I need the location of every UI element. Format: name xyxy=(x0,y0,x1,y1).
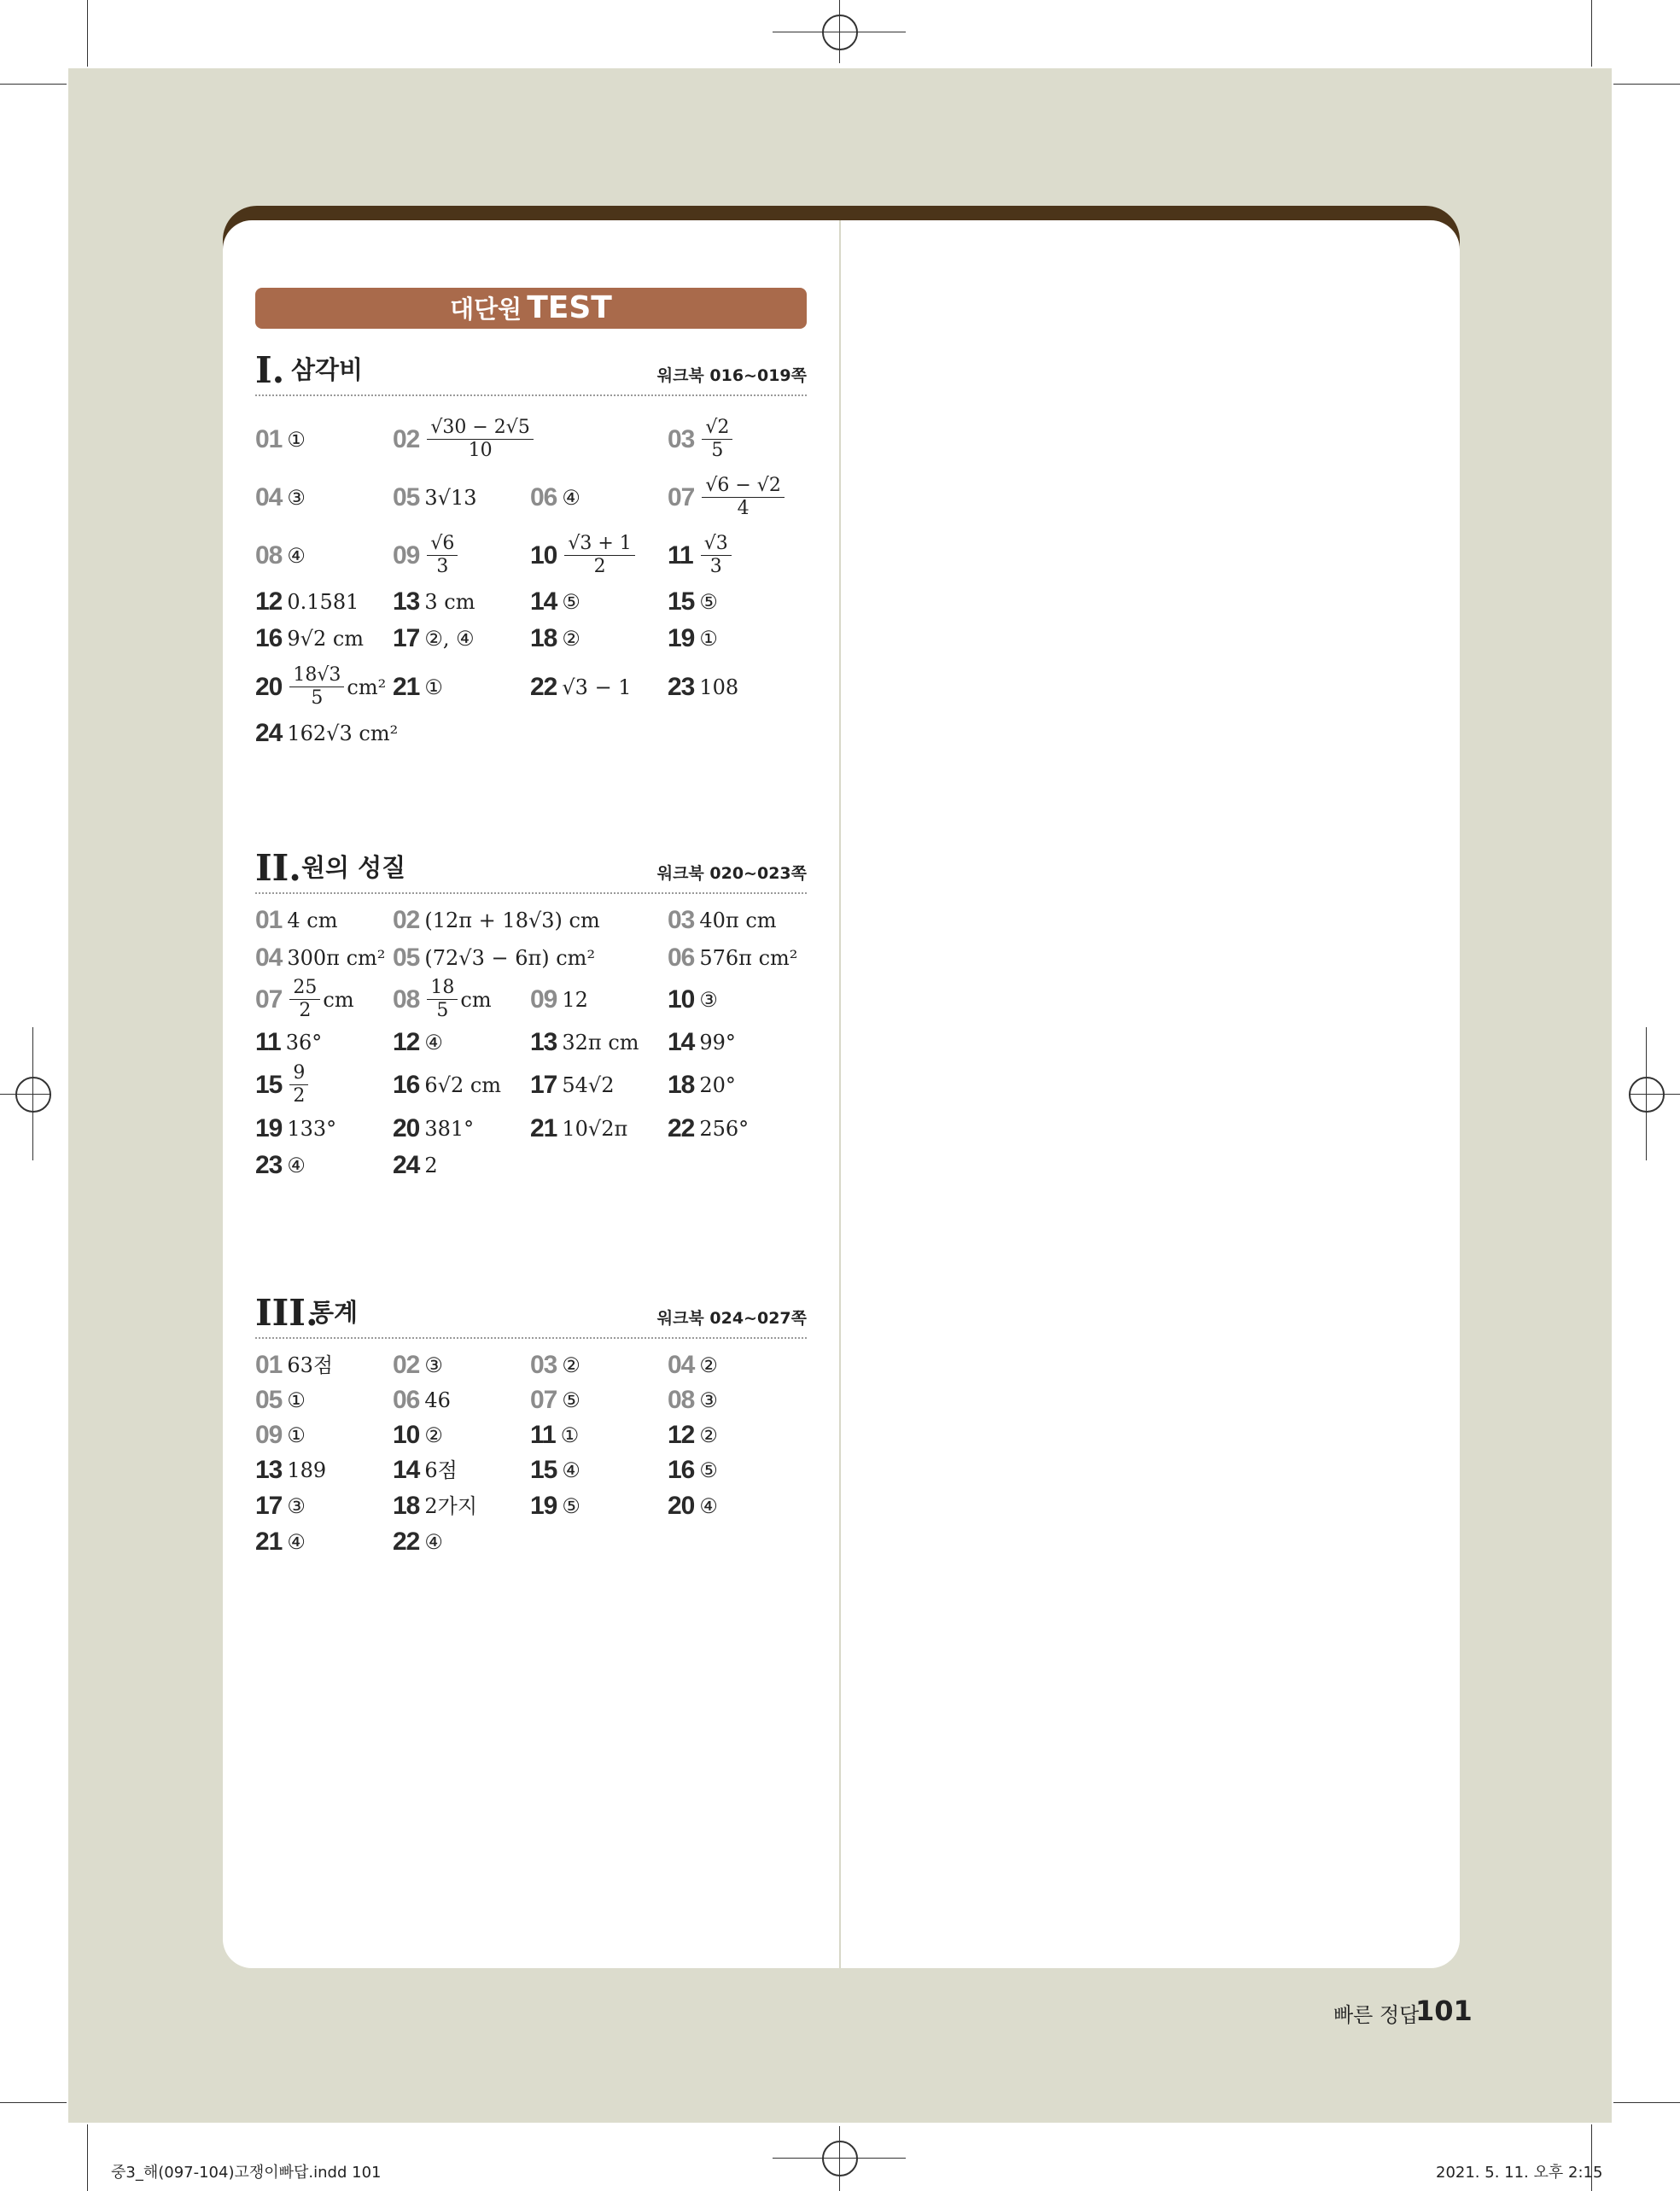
answer-item xyxy=(393,1353,443,1378)
question-number: 05 xyxy=(255,1386,283,1414)
question-number: 12 xyxy=(393,1028,420,1056)
answer-item xyxy=(668,987,718,1013)
answer-item xyxy=(255,1458,326,1483)
question-number: 13 xyxy=(530,1028,557,1056)
crop-mark xyxy=(1613,84,1680,85)
answer-value: ④ xyxy=(287,1154,306,1177)
question-number: 07 xyxy=(668,482,695,511)
answer-item xyxy=(668,1353,718,1378)
question-number: 10 xyxy=(530,540,557,570)
fraction-denominator: 3 xyxy=(709,556,722,577)
section-roman: I. xyxy=(255,349,285,391)
crop-mark xyxy=(87,2124,88,2191)
question-number: 15 xyxy=(668,587,695,616)
fraction-denominator: 5 xyxy=(436,1000,449,1021)
answer-value: (72√3 − 6π) cm² xyxy=(424,946,596,970)
fraction-denominator: 2 xyxy=(593,556,606,577)
question-number: 22 xyxy=(530,673,557,701)
answer-item xyxy=(668,945,797,971)
answer-value: 576π cm² xyxy=(699,946,798,970)
answer-item xyxy=(393,417,536,462)
crop-mark xyxy=(87,0,88,67)
answer-value: 4 cm xyxy=(287,909,338,932)
section-title: 통계 xyxy=(310,1298,359,1327)
answer-unit: cm xyxy=(323,987,354,1012)
registration-mark xyxy=(822,2141,858,2176)
answer-item xyxy=(255,945,385,971)
section-title: 삼각비 xyxy=(291,355,364,384)
answer-item xyxy=(393,1153,438,1178)
question-number: 16 xyxy=(393,1071,420,1099)
fraction-numerator: √6 − √2 xyxy=(702,475,784,498)
question-number: 18 xyxy=(530,624,557,652)
answer-item xyxy=(530,589,580,615)
slug-date: 2021. 5. 11. 오후 2:15 xyxy=(1436,2164,1603,2182)
answer-item xyxy=(668,1493,718,1519)
answer-item xyxy=(393,675,443,700)
answer-item xyxy=(393,977,492,1022)
answer-value: ④ xyxy=(562,1458,580,1482)
answer-item xyxy=(255,1030,322,1055)
question-number: 18 xyxy=(393,1492,420,1520)
question-number: 24 xyxy=(393,1151,420,1179)
answer-item xyxy=(393,945,595,971)
section-title: 원의 성질 xyxy=(301,853,406,882)
fraction-denominator: 5 xyxy=(311,687,324,709)
footer-label: 빠른 정답 xyxy=(1333,2003,1420,2027)
question-number: 10 xyxy=(668,985,695,1014)
question-number: 06 xyxy=(668,944,695,972)
banner-title: TEST xyxy=(527,290,612,325)
answer-item xyxy=(668,1458,718,1483)
answer-value: ① xyxy=(560,1423,580,1447)
question-number: 09 xyxy=(393,540,420,570)
answer-value: ⑤ xyxy=(699,590,718,614)
section-header xyxy=(255,350,807,396)
answer-value: 108 xyxy=(699,675,739,699)
question-number: 14 xyxy=(530,587,557,616)
answer-item xyxy=(530,1353,580,1378)
answer-item xyxy=(255,427,306,453)
answer-item xyxy=(255,664,386,710)
answer-item xyxy=(393,589,475,615)
answer-value: 20° xyxy=(699,1073,736,1097)
registration-mark xyxy=(822,15,858,50)
question-number: 19 xyxy=(668,624,695,652)
column-divider xyxy=(839,220,841,1968)
answer-item xyxy=(393,1116,474,1142)
answer-item xyxy=(255,1153,306,1178)
question-number: 23 xyxy=(668,673,695,701)
answer-item xyxy=(530,1030,639,1055)
question-number: 20 xyxy=(668,1492,695,1520)
question-number: 03 xyxy=(530,1351,557,1379)
answer-value: 54√2 xyxy=(562,1073,615,1097)
workbook-pages: 워크북 024~027쪽 xyxy=(656,1309,807,1328)
question-number: 21 xyxy=(393,673,420,701)
answer-value: 10√2π xyxy=(562,1117,628,1141)
answer-value: ⑤ xyxy=(562,1494,580,1518)
answer-item xyxy=(393,908,600,933)
answer-value: 2가지 xyxy=(424,1494,478,1518)
fraction-denominator: 5 xyxy=(711,440,724,461)
answer-value: 381° xyxy=(424,1117,475,1141)
answer-item xyxy=(255,1062,311,1107)
answer-value: 99° xyxy=(699,1031,736,1055)
answer-value: 2 xyxy=(424,1154,438,1177)
answer-value: 162√3 cm² xyxy=(287,722,399,745)
question-number: 06 xyxy=(530,483,557,511)
answer-item xyxy=(530,485,580,511)
answer-unit: cm² xyxy=(347,675,387,699)
fraction-numerator: 18 xyxy=(427,977,458,1000)
question-number: 02 xyxy=(393,1351,420,1379)
answer-value: (12π + 18√3) cm xyxy=(424,909,600,932)
answer-value: ⑤ xyxy=(699,1458,718,1482)
answer-item xyxy=(255,626,364,651)
answer-item xyxy=(255,1388,306,1413)
fraction-numerator: √2 xyxy=(702,417,732,440)
answer-value: ④ xyxy=(562,486,580,510)
answer-item xyxy=(668,1423,718,1448)
answer-value: 6√2 cm xyxy=(424,1073,502,1097)
answer-value: ⑤ xyxy=(562,590,580,614)
answer-item xyxy=(668,908,777,933)
answer-item xyxy=(668,1388,718,1413)
question-number: 17 xyxy=(530,1071,557,1099)
question-number: 07 xyxy=(255,984,283,1014)
question-number: 08 xyxy=(393,984,420,1014)
question-number: 15 xyxy=(530,1456,557,1484)
answer-value: 3√13 xyxy=(424,486,477,510)
answer-value: 300π cm² xyxy=(287,946,386,970)
answer-value: ④ xyxy=(424,1031,443,1055)
question-number: 13 xyxy=(255,1456,283,1484)
section-roman: III. xyxy=(255,1292,318,1334)
answer-value: ④ xyxy=(699,1494,718,1518)
registration-mark xyxy=(1629,1077,1665,1113)
question-number: 05 xyxy=(393,944,420,972)
question-number: 14 xyxy=(393,1456,420,1484)
answer-value: 6점 xyxy=(424,1458,458,1482)
question-number: 10 xyxy=(393,1421,420,1449)
answer-value: 133° xyxy=(287,1117,337,1141)
answer-value: ① xyxy=(424,675,443,699)
answer-item xyxy=(668,1116,749,1142)
answer-item xyxy=(530,1116,627,1142)
section-header xyxy=(255,1293,807,1339)
question-number: 13 xyxy=(393,587,420,616)
question-number: 09 xyxy=(530,985,557,1014)
answer-item xyxy=(393,1529,443,1555)
answer-item xyxy=(393,1388,451,1413)
question-number: 02 xyxy=(393,424,420,453)
fraction-denominator: 10 xyxy=(468,440,493,461)
question-number: 01 xyxy=(255,906,283,934)
answer-item xyxy=(668,1072,736,1098)
answer-value: ① xyxy=(699,627,718,651)
answer-value: √3 − 1 xyxy=(562,675,632,699)
question-number: 16 xyxy=(255,624,283,652)
question-number: 19 xyxy=(530,1492,557,1520)
crop-mark xyxy=(0,2102,67,2103)
answer-item xyxy=(530,533,638,578)
question-number: 15 xyxy=(255,1070,283,1099)
question-number: 05 xyxy=(393,483,420,511)
answer-value: ④ xyxy=(287,1530,306,1554)
answer-value: ④ xyxy=(424,1530,443,1554)
registration-mark xyxy=(15,1077,51,1113)
answer-value: 32π cm xyxy=(562,1031,639,1055)
answer-item xyxy=(530,987,588,1013)
question-number: 08 xyxy=(668,1386,695,1414)
answer-item xyxy=(393,1423,443,1448)
question-number: 18 xyxy=(668,1071,695,1099)
answer-item xyxy=(668,417,735,462)
question-number: 12 xyxy=(668,1421,695,1449)
answer-item xyxy=(393,1458,458,1483)
answer-value: ②, ④ xyxy=(424,627,475,651)
fraction-numerator: √3 xyxy=(701,533,732,556)
section-roman: II. xyxy=(255,847,301,889)
answer-item xyxy=(668,626,718,651)
answer-value: ③ xyxy=(699,988,718,1012)
fraction-numerator: √30 − 2√5 xyxy=(427,417,533,440)
question-number: 21 xyxy=(530,1114,557,1142)
answer-value: 63점 xyxy=(287,1353,334,1377)
answer-item xyxy=(393,1493,477,1519)
answer-value: ② xyxy=(562,627,580,651)
answer-value: ① xyxy=(287,1423,306,1447)
fraction-numerator: √6 xyxy=(427,533,458,556)
question-number: 04 xyxy=(668,1351,695,1379)
answer-value: ③ xyxy=(287,486,306,510)
answer-value: ① xyxy=(287,1388,306,1412)
answer-item xyxy=(255,589,359,615)
answer-item xyxy=(255,721,398,746)
question-number: 23 xyxy=(255,1151,283,1179)
answer-value: ⑤ xyxy=(562,1388,580,1412)
fraction-denominator: 3 xyxy=(436,556,449,577)
question-number: 20 xyxy=(393,1114,420,1142)
banner-prefix: 대단원 xyxy=(450,295,522,324)
answer-value: 189 xyxy=(287,1458,327,1482)
answer-item xyxy=(255,908,337,933)
question-number: 02 xyxy=(393,906,420,934)
answer-item xyxy=(530,1458,580,1483)
answer-item xyxy=(255,977,354,1022)
question-number: 16 xyxy=(668,1456,695,1484)
workbook-pages: 워크북 020~023쪽 xyxy=(656,864,807,883)
question-number: 07 xyxy=(530,1386,557,1414)
test-banner xyxy=(255,288,807,329)
answer-item xyxy=(255,1493,306,1519)
question-number: 11 xyxy=(668,540,693,570)
answer-value: 256° xyxy=(699,1117,750,1141)
question-number: 17 xyxy=(255,1492,283,1520)
answer-item xyxy=(393,626,475,651)
answer-item xyxy=(393,485,476,511)
answer-item xyxy=(255,543,306,569)
fraction-denominator: 4 xyxy=(737,498,750,519)
slug-filename: 중3_해(097-104)고쟁이빠답.indd 101 xyxy=(111,2164,382,2182)
question-number: 03 xyxy=(668,906,695,934)
question-number: 21 xyxy=(255,1528,283,1556)
answer-item xyxy=(668,675,738,700)
answer-item xyxy=(393,1072,501,1098)
answer-item xyxy=(255,1529,306,1555)
answer-item xyxy=(668,533,734,578)
answer-item xyxy=(668,589,718,615)
answer-value: 36° xyxy=(285,1031,323,1055)
answer-item xyxy=(393,533,460,578)
answer-item xyxy=(255,1116,336,1142)
fraction-numerator: 9 xyxy=(289,1062,308,1085)
question-number: 04 xyxy=(255,483,283,511)
fraction-numerator: √3 + 1 xyxy=(564,533,634,556)
answer-value: ③ xyxy=(424,1353,443,1377)
answer-value: 3 cm xyxy=(424,590,475,614)
answer-item xyxy=(668,1030,736,1055)
workbook-pages: 워크북 016~019쪽 xyxy=(656,366,807,385)
question-number: 04 xyxy=(255,944,283,972)
question-number: 08 xyxy=(255,541,283,570)
answer-value: 12 xyxy=(562,988,588,1012)
answer-unit: cm xyxy=(460,987,492,1012)
fraction-numerator: 18√3 xyxy=(289,664,344,687)
answer-item xyxy=(530,1072,614,1098)
answer-item xyxy=(255,485,306,511)
answer-item xyxy=(530,1493,580,1519)
answer-item xyxy=(530,1388,580,1413)
crop-mark xyxy=(0,84,67,85)
question-number: 20 xyxy=(255,672,283,701)
answer-item xyxy=(530,626,580,651)
answer-item xyxy=(668,475,787,520)
question-number: 17 xyxy=(393,624,420,652)
answer-item xyxy=(255,1353,333,1378)
answer-value: ② xyxy=(699,1423,718,1447)
question-number: 11 xyxy=(530,1421,556,1449)
section-header xyxy=(255,848,807,894)
answer-item xyxy=(393,1030,443,1055)
question-number: 14 xyxy=(668,1028,695,1056)
crop-mark xyxy=(1591,0,1592,67)
fraction-denominator: 2 xyxy=(293,1085,306,1107)
answer-value: ④ xyxy=(287,544,306,568)
question-number: 01 xyxy=(255,425,283,453)
crop-mark xyxy=(1613,2102,1680,2103)
answer-value: ② xyxy=(699,1353,718,1377)
answer-value: ② xyxy=(562,1353,580,1377)
fraction-denominator: 2 xyxy=(299,1000,312,1021)
question-number: 19 xyxy=(255,1114,283,1142)
answer-value: 46 xyxy=(424,1388,451,1412)
page-number: 101 xyxy=(1415,1995,1473,2027)
question-number: 12 xyxy=(255,587,283,616)
question-number: 24 xyxy=(255,719,283,747)
answer-value: ② xyxy=(424,1423,443,1447)
answer-item xyxy=(530,675,632,700)
answer-value: 0.1581 xyxy=(287,590,359,614)
question-number: 03 xyxy=(668,424,695,453)
answer-value: ③ xyxy=(699,1388,718,1412)
answer-value: 9√2 cm xyxy=(287,627,365,651)
question-number: 22 xyxy=(668,1114,695,1142)
answer-value: ① xyxy=(287,428,306,452)
answer-item xyxy=(530,1423,579,1448)
question-number: 09 xyxy=(255,1421,283,1449)
answer-item xyxy=(255,1423,306,1448)
fraction-numerator: 25 xyxy=(289,977,320,1000)
question-number: 22 xyxy=(393,1528,420,1556)
answer-value: ③ xyxy=(287,1494,306,1518)
question-number: 11 xyxy=(255,1028,281,1056)
question-number: 06 xyxy=(393,1386,420,1414)
answer-value: 40π cm xyxy=(699,909,777,932)
question-number: 01 xyxy=(255,1351,283,1379)
